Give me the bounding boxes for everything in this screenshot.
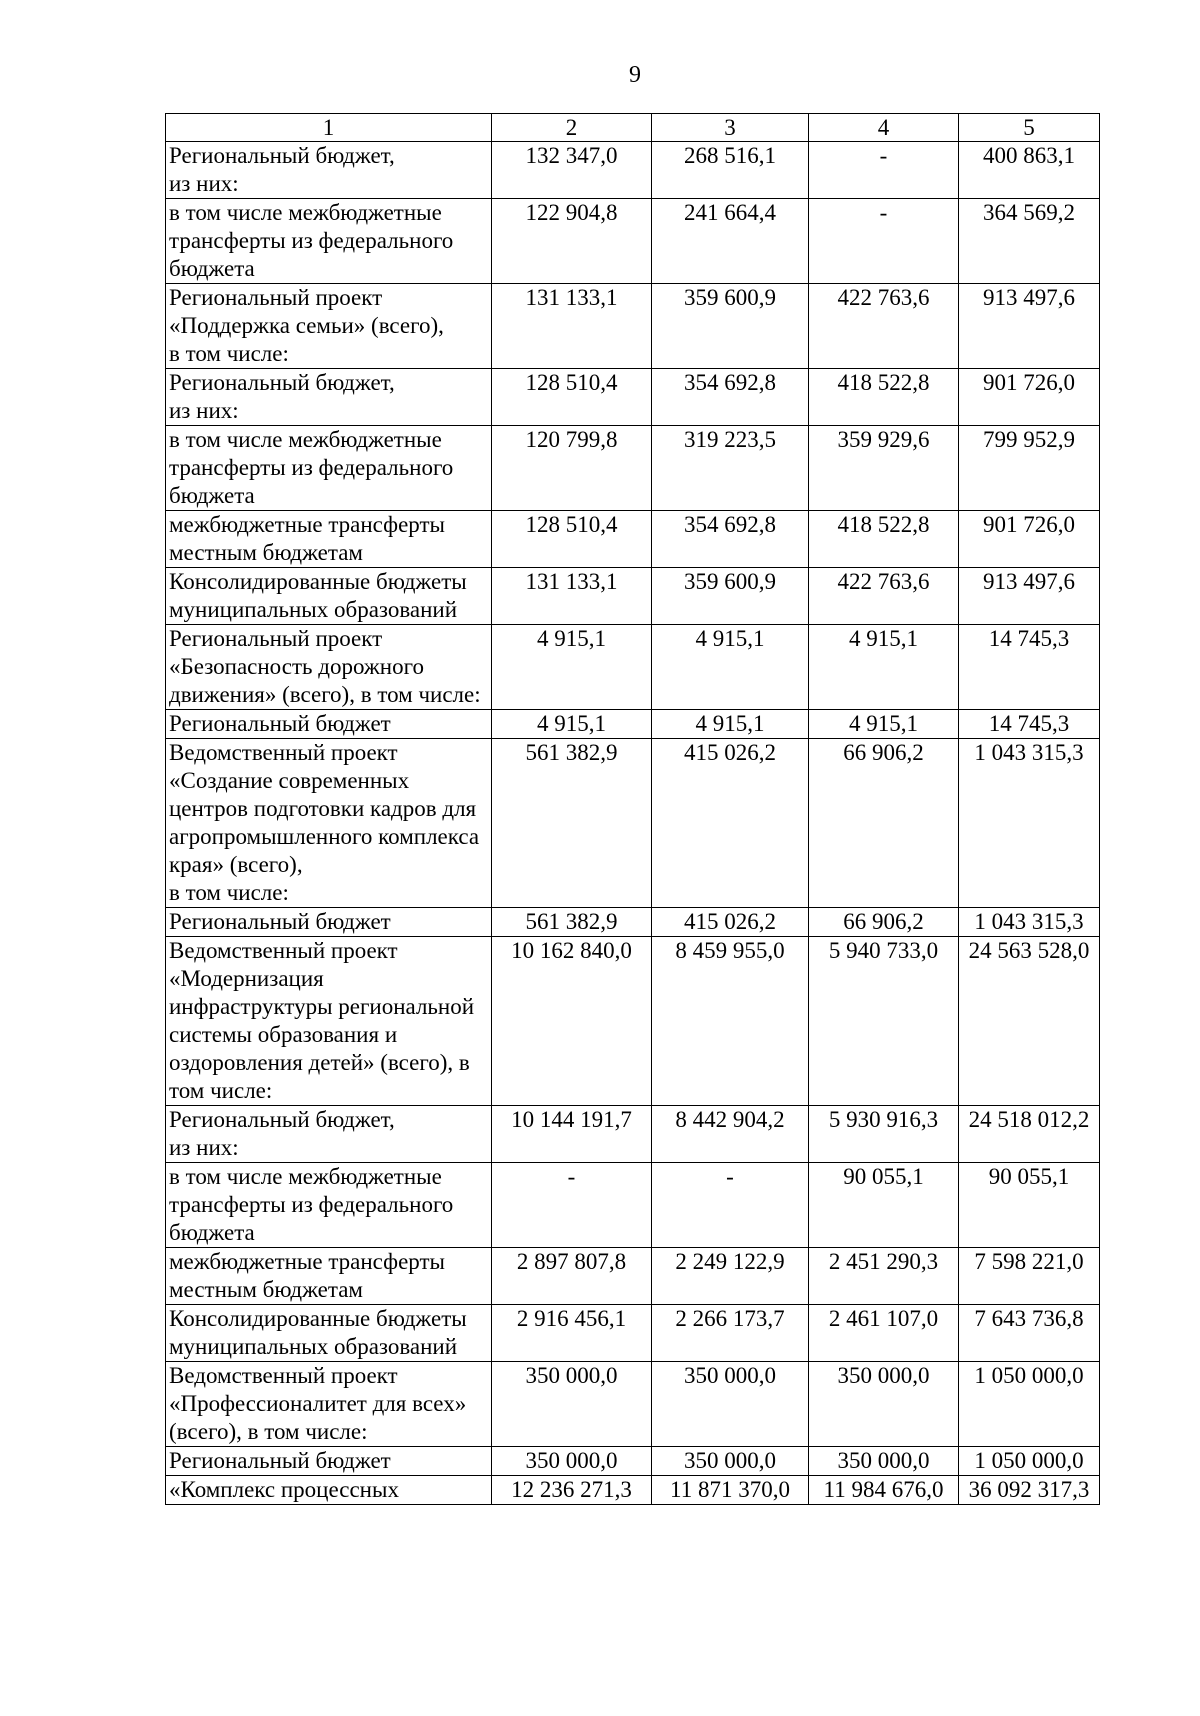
value-cell-col-3: 8 442 904,2: [652, 1106, 809, 1163]
value-cell-col-4: -: [809, 142, 959, 199]
value-cell-col-2: 561 382,9: [492, 908, 652, 937]
value-cell-col-5: 1 050 000,0: [959, 1362, 1100, 1447]
value-cell-col-2: 561 382,9: [492, 739, 652, 908]
value-cell-col-4: 350 000,0: [809, 1362, 959, 1447]
row-label: в том числе межбюджетные трансферты из федерального бюджета: [166, 1163, 492, 1248]
table-row: [166, 426, 1100, 511]
value-cell-col-5: 90 055,1: [959, 1163, 1100, 1248]
value-cell-col-4: 4 915,1: [809, 710, 959, 739]
value-cell-col-3: 354 692,8: [652, 511, 809, 568]
value-cell-col-2: 350 000,0: [492, 1447, 652, 1476]
value-cell-col-2: 128 510,4: [492, 369, 652, 426]
value-cell-col-4: 5 940 733,0: [809, 937, 959, 1106]
value-cell-col-5: 1 043 315,3: [959, 908, 1100, 937]
table-row: [166, 369, 1100, 426]
row-label: Региональный проект «Поддержка семьи» (всего), в том числе:: [166, 284, 492, 369]
row-label: Региональный бюджет: [166, 908, 492, 937]
value-cell-col-2: -: [492, 1163, 652, 1248]
value-cell-col-3: 359 600,9: [652, 568, 809, 625]
value-cell-col-5: 901 726,0: [959, 511, 1100, 568]
value-cell-col-2: 122 904,8: [492, 199, 652, 284]
value-cell-col-5: 7 598 221,0: [959, 1248, 1100, 1305]
value-cell-col-4: 359 929,6: [809, 426, 959, 511]
row-label: межбюджетные трансферты местным бюджетам: [166, 1248, 492, 1305]
row-label: «Комплекс процессных: [166, 1476, 492, 1505]
value-cell-col-3: 241 664,4: [652, 199, 809, 284]
value-cell-col-4: -: [809, 199, 959, 284]
row-label: межбюджетные трансферты местным бюджетам: [166, 511, 492, 568]
value-cell-col-4: 422 763,6: [809, 568, 959, 625]
column-header-5: 5: [959, 114, 1100, 142]
value-cell-col-5: 364 569,2: [959, 199, 1100, 284]
value-cell-col-3: 2 249 122,9: [652, 1248, 809, 1305]
value-cell-col-4: 66 906,2: [809, 908, 959, 937]
column-header-2: 2: [492, 114, 652, 142]
header-row: [166, 114, 1100, 142]
value-cell-col-2: 2 916 456,1: [492, 1305, 652, 1362]
value-cell-col-4: 350 000,0: [809, 1447, 959, 1476]
value-cell-col-4: 11 984 676,0: [809, 1476, 959, 1505]
value-cell-col-3: 8 459 955,0: [652, 937, 809, 1106]
value-cell-col-3: 11 871 370,0: [652, 1476, 809, 1505]
value-cell-col-5: 1 043 315,3: [959, 739, 1100, 908]
row-label: Ведомственный проект «Создание современных центров подготовки кадров для агропромышленного комплекса края» (всего), в том числе:: [166, 739, 492, 908]
value-cell-col-3: 415 026,2: [652, 739, 809, 908]
table-row: [166, 739, 1100, 908]
value-cell-col-3: 354 692,8: [652, 369, 809, 426]
column-header-3: 3: [652, 114, 809, 142]
row-label: в том числе межбюджетные трансферты из федерального бюджета: [166, 426, 492, 511]
value-cell-col-3: 359 600,9: [652, 284, 809, 369]
value-cell-col-2: 128 510,4: [492, 511, 652, 568]
value-cell-col-5: 14 745,3: [959, 625, 1100, 710]
table-row: [166, 568, 1100, 625]
value-cell-col-4: 418 522,8: [809, 511, 959, 568]
value-cell-col-3: 350 000,0: [652, 1362, 809, 1447]
row-label: Региональный бюджет: [166, 1447, 492, 1476]
value-cell-col-3: 415 026,2: [652, 908, 809, 937]
table-row: [166, 284, 1100, 369]
value-cell-col-2: 132 347,0: [492, 142, 652, 199]
value-cell-col-5: 14 745,3: [959, 710, 1100, 739]
value-cell-col-2: 2 897 807,8: [492, 1248, 652, 1305]
value-cell-col-4: 418 522,8: [809, 369, 959, 426]
row-label: Консолидированные бюджеты муниципальных образований: [166, 568, 492, 625]
value-cell-col-2: 131 133,1: [492, 568, 652, 625]
table-row: [166, 511, 1100, 568]
value-cell-col-5: 913 497,6: [959, 284, 1100, 369]
value-cell-col-5: 913 497,6: [959, 568, 1100, 625]
row-label: Региональный бюджет, из них:: [166, 1106, 492, 1163]
value-cell-col-5: 901 726,0: [959, 369, 1100, 426]
row-label: Региональный проект «Безопасность дорожного движения» (всего), в том числе:: [166, 625, 492, 710]
value-cell-col-2: 4 915,1: [492, 625, 652, 710]
value-cell-col-2: 4 915,1: [492, 710, 652, 739]
value-cell-col-5: 799 952,9: [959, 426, 1100, 511]
row-label: Консолидированные бюджеты муниципальных образований: [166, 1305, 492, 1362]
value-cell-col-4: 90 055,1: [809, 1163, 959, 1248]
table-row: [166, 1476, 1100, 1505]
column-header-1: 1: [166, 114, 492, 142]
value-cell-col-3: 350 000,0: [652, 1447, 809, 1476]
table-row: [166, 937, 1100, 1106]
value-cell-col-3: 319 223,5: [652, 426, 809, 511]
value-cell-col-4: 2 461 107,0: [809, 1305, 959, 1362]
value-cell-col-5: 400 863,1: [959, 142, 1100, 199]
row-label: Ведомственный проект «Профессионалитет для всех» (всего), в том числе:: [166, 1362, 492, 1447]
value-cell-col-2: 131 133,1: [492, 284, 652, 369]
row-label: Региональный бюджет: [166, 710, 492, 739]
value-cell-col-5: 24 518 012,2: [959, 1106, 1100, 1163]
table-row: [166, 142, 1100, 199]
table-body: [166, 142, 1100, 1505]
row-label: в том числе межбюджетные трансферты из федерального бюджета: [166, 199, 492, 284]
table-row: [166, 1248, 1100, 1305]
table-header: [166, 114, 1100, 142]
value-cell-col-3: 2 266 173,7: [652, 1305, 809, 1362]
value-cell-col-4: 66 906,2: [809, 739, 959, 908]
table-row: [166, 710, 1100, 739]
table-row: [166, 908, 1100, 937]
table-row: [166, 1447, 1100, 1476]
page-number: 9: [629, 62, 641, 88]
table-row: [166, 1362, 1100, 1447]
row-label: Ведомственный проект «Модернизация инфраструктуры региональной системы образования и оздоровления детей» (всего), в том числе:: [166, 937, 492, 1106]
value-cell-col-5: 36 092 317,3: [959, 1476, 1100, 1505]
table-row: [166, 1163, 1100, 1248]
value-cell-col-3: 268 516,1: [652, 142, 809, 199]
row-label: Региональный бюджет, из них:: [166, 369, 492, 426]
table-row: [166, 199, 1100, 284]
value-cell-col-2: 120 799,8: [492, 426, 652, 511]
value-cell-col-2: 350 000,0: [492, 1362, 652, 1447]
value-cell-col-4: 2 451 290,3: [809, 1248, 959, 1305]
value-cell-col-2: 12 236 271,3: [492, 1476, 652, 1505]
row-label: Региональный бюджет, из них:: [166, 142, 492, 199]
value-cell-col-4: 422 763,6: [809, 284, 959, 369]
value-cell-col-5: 1 050 000,0: [959, 1447, 1100, 1476]
table-row: [166, 1106, 1100, 1163]
table-row: [166, 625, 1100, 710]
value-cell-col-4: 4 915,1: [809, 625, 959, 710]
value-cell-col-2: 10 162 840,0: [492, 937, 652, 1106]
value-cell-col-3: -: [652, 1163, 809, 1248]
value-cell-col-5: 7 643 736,8: [959, 1305, 1100, 1362]
column-header-4: 4: [809, 114, 959, 142]
table-row: [166, 1305, 1100, 1362]
value-cell-col-3: 4 915,1: [652, 625, 809, 710]
value-cell-col-3: 4 915,1: [652, 710, 809, 739]
value-cell-col-5: 24 563 528,0: [959, 937, 1100, 1106]
budget-table: [165, 113, 1100, 1505]
value-cell-col-4: 5 930 916,3: [809, 1106, 959, 1163]
value-cell-col-2: 10 144 191,7: [492, 1106, 652, 1163]
